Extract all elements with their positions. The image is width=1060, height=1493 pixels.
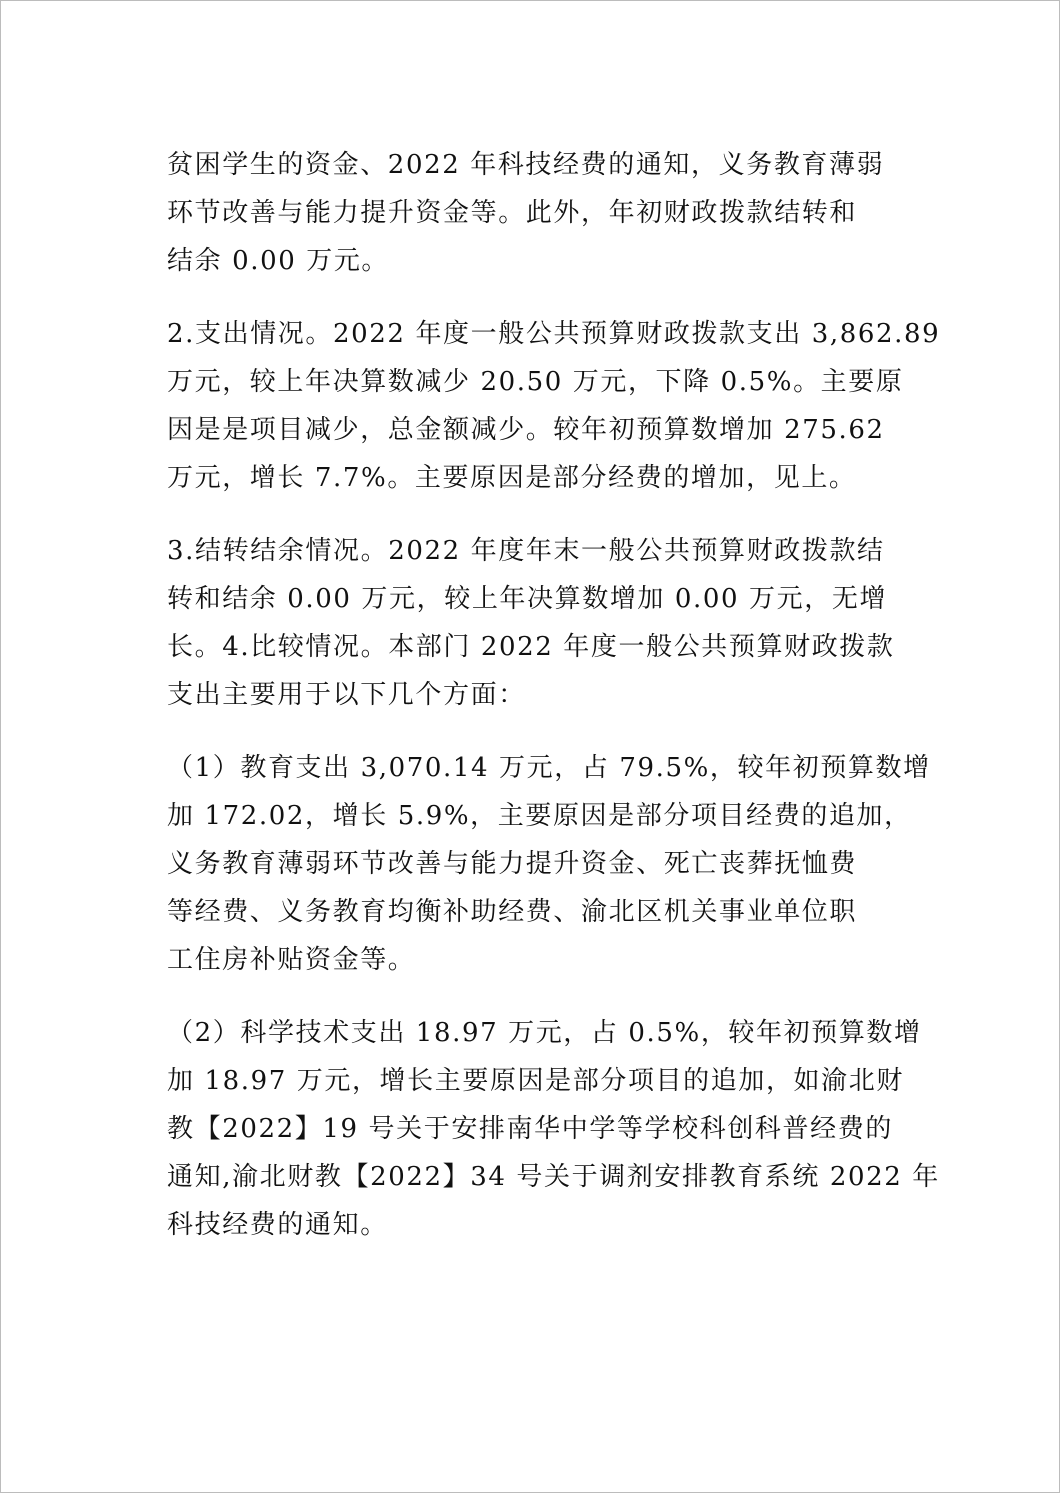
text-line: 结余 0.00 万元。 (167, 246, 390, 276)
document-body (167, 141, 941, 1274)
paragraph-fund-carryover (167, 141, 897, 285)
text-line: （2）科学技术支出 18.97 万元，占 0.5%，较年初预算数增 (167, 1018, 922, 1048)
text-line: 义务教育薄弱环节改善与能力提升资金、死亡丧葬抚恤费 (167, 849, 858, 879)
text-line: 通知,渝北财教【2022】34 号关于调剂安排教育系统 2022 年 (167, 1162, 940, 1192)
text-line: 等经费、义务教育均衡补助经费、渝北区机关事业单位职 (167, 897, 858, 927)
text-line: 长。4.比较情况。本部门 2022 年度一般公共预算财政拨款 (167, 632, 895, 662)
text-line: 加 172.02，增长 5.9%，主要原因是部分项目经费的追加， (167, 801, 912, 831)
text-line: 教【2022】19 号关于安排南华中学等学校科创科普经费的 (167, 1114, 893, 1144)
text-line: （1）教育支出 3,070.14 万元，占 79.5%，较年初预算数增 (167, 753, 931, 783)
paragraph-expenditure (167, 310, 941, 502)
text-line: 3.结转结余情况。2022 年度年末一般公共预算财政拨款结 (167, 536, 885, 566)
text-line: 万元，较上年决算数减少 20.50 万元，下降 0.5%。主要原 (167, 367, 904, 397)
text-line: 支出主要用于以下几个方面： (167, 680, 526, 710)
paragraph-education-expenditure (167, 744, 931, 984)
text-line: 万元，增长 7.7%。主要原因是部分经费的增加，见上。 (167, 463, 857, 493)
text-line: 因是是项目减少，总金额减少。较年初预算数增加 275.62 (167, 415, 885, 445)
text-line: 工住房补贴资金等。 (167, 945, 416, 975)
text-line: 转和结余 0.00 万元，较上年决算数增加 0.00 万元，无增 (167, 584, 888, 614)
text-line: 加 18.97 万元，增长主要原因是部分项目的追加，如渝北财 (167, 1066, 904, 1096)
text-line: 科技经费的通知。 (167, 1210, 388, 1240)
text-line: 环节改善与能力提升资金等。此外，年初财政拨款结转和 (167, 198, 858, 228)
paragraph-science-expenditure (167, 1009, 940, 1249)
text-line: 2.支出情况。2022 年度一般公共预算财政拨款支出 3,862.89 (167, 319, 941, 349)
text-line: 贫困学生的资金、2022 年科技经费的通知，义务教育薄弱 (167, 150, 885, 180)
paragraph-carryover-comparison (167, 527, 897, 719)
